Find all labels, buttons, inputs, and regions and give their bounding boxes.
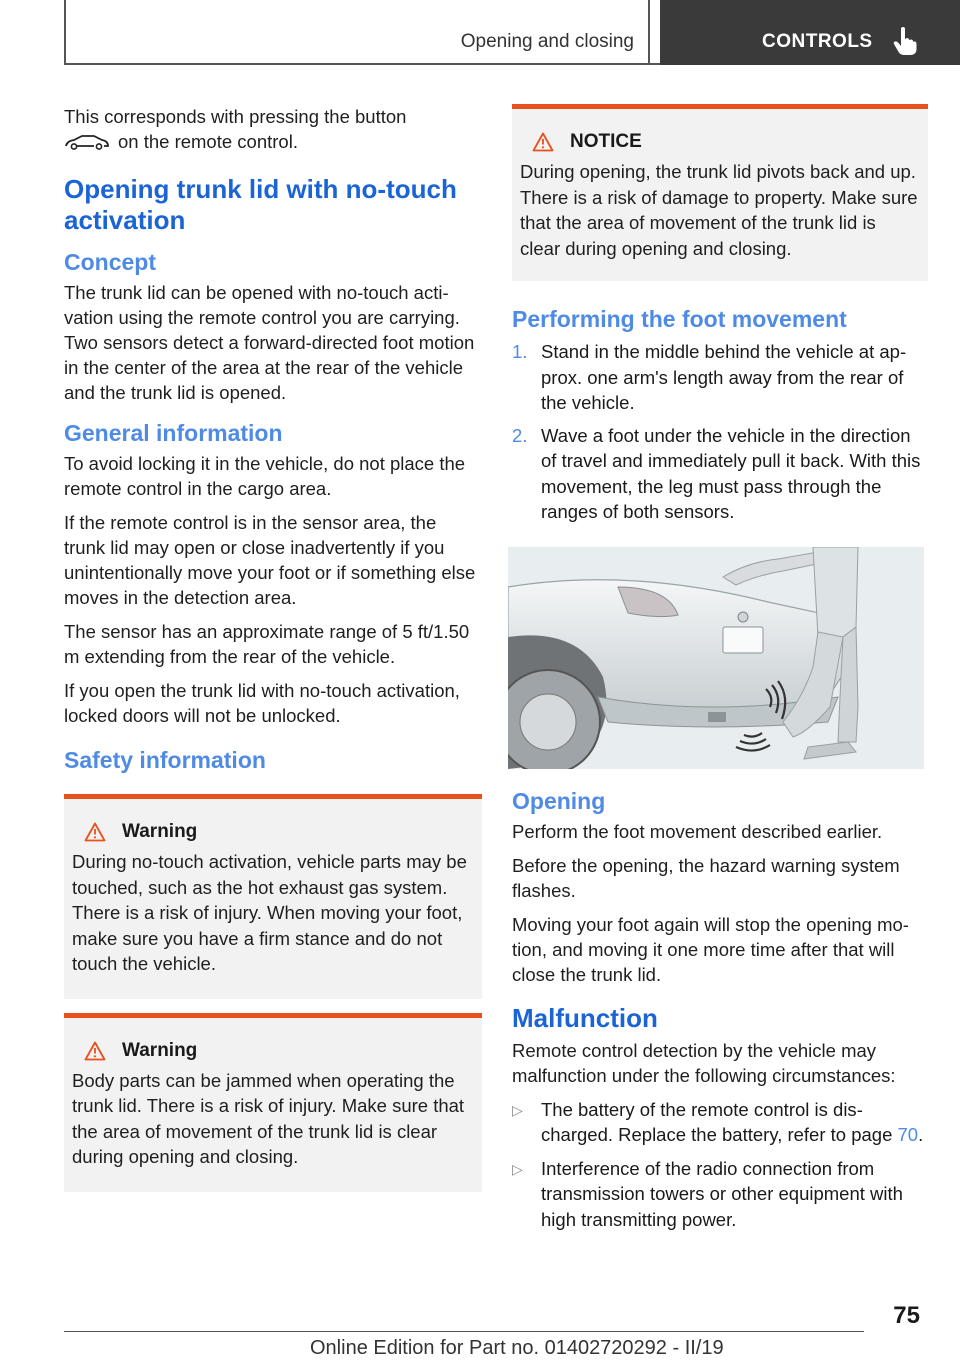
footer-edition: Online Edition for Part no. 01402720292 - II/19: [310, 1337, 724, 1359]
warning-text-1: During no-touch activation, vehicle parts may be touched, such as the hot exhaust gas system. There is a risk of injury. When moving your foot, make sure you have a firm stance and do not touch the vehicle.: [72, 851, 467, 974]
header-section-label: CONTROLS: [762, 31, 873, 52]
step-item: [512, 339, 928, 416]
warning-box-1: [64, 794, 482, 999]
main-heading: Opening trunk lid with no-touch activation: [64, 174, 457, 235]
step-number: 1.: [512, 341, 528, 362]
warning-title-2: Warning: [72, 1040, 474, 1062]
intro-text-start: This corresponds with pressing the button: [64, 106, 407, 127]
safety-info-heading: Safety information: [64, 747, 266, 773]
notice-text: During opening, the trunk lid pivots back and up. There is a risk of damage to property. Make sure that the area of movement of the trunk lid is clear during opening and closing.: [520, 161, 918, 259]
step-number: 2.: [512, 424, 528, 446]
warning-title-1: Warning: [72, 821, 474, 843]
header-chapter-tab: [64, 0, 650, 65]
opening-p1: Perform the foot movement described earlier.: [512, 820, 883, 842]
notice-title: NOTICE: [520, 131, 920, 153]
bullet-text: The battery of the remote control is discharged. Replace the battery, refer to page 70.: [541, 1098, 924, 1145]
opening-p3: Moving your foot again will stop the opening motion, and moving it one more time after that will close the trunk lid.: [512, 913, 909, 985]
list-item: [512, 1156, 928, 1233]
car-trunk-icon: [64, 134, 110, 150]
opening-p2: Before the opening, the hazard warning system flashes.: [512, 854, 900, 901]
general-info-p1: To avoid locking it in the vehicle, do not place the remote control in the cargo area.: [64, 453, 466, 499]
step-text: Wave a foot under the vehicle in the direction of travel and immediately pull it back. With this movement, the leg must pass through the ranges of both sensors.: [541, 424, 921, 522]
header-section-tab: [660, 0, 960, 65]
bullet-text: Interference of the radio connection from transmission towers or other equipment with high transmitting power.: [541, 1157, 903, 1230]
step-text: Stand in the middle behind the vehicle at approx. one arm's length away from the rear of the vehicle.: [541, 341, 907, 413]
pointing-hand-icon: [892, 26, 918, 56]
general-info-p2: If the remote control is in the sensor area, the trunk lid may open or close inadvertently if you unintentionally move your foot or if something else moves in the detection area.: [64, 512, 476, 608]
warning-box-2: [64, 1013, 482, 1192]
general-info-p3: The sensor has an approximate range of 5 ft/1.50 m extending from the rear of the vehicle.: [64, 621, 470, 667]
car-rear-foot-illustration: [508, 547, 924, 769]
concept-text: The trunk lid can be opened with no-touch activation using the remote control you are carrying. Two sensors detect a forward-directed foot motion in the center of the area at the rear of the vehicle and the trunk lid is opened.: [64, 282, 475, 403]
opening-heading: Opening: [512, 787, 606, 814]
foot-movement-heading: Performing the foot movement: [512, 306, 847, 332]
left-column: [64, 104, 482, 1206]
concept-heading: Concept: [64, 249, 156, 275]
bullet-triangle-icon: ▷: [512, 1101, 523, 1118]
general-info-p4: If you open the trunk lid with no-touch activation, locked doors will not be unlocked.: [64, 680, 460, 726]
step-item: [512, 423, 928, 525]
malfunction-text: Remote control detection by the vehicle may malfunction under the following circumstances:: [512, 1039, 896, 1086]
header-chapter-label: Opening and closing: [460, 31, 634, 52]
warning-text-2: Body parts can be jammed when operating the trunk lid. There is a risk of injury. Make sure that the area of movement of the trunk lid is clear during opening and closing.: [72, 1069, 465, 1167]
warning-triangle-icon: [84, 822, 106, 842]
bullet-triangle-icon: ▷: [512, 1160, 523, 1177]
page-number: 75: [893, 1302, 920, 1329]
intro-paragraph: [64, 104, 482, 154]
notice-box: [512, 104, 928, 281]
warning-triangle-icon: [84, 1041, 106, 1061]
foot-movement-illustration: [508, 547, 924, 769]
foot-movement-steps: [512, 339, 928, 525]
right-column: [512, 104, 928, 1240]
notice-triangle-icon: [532, 132, 554, 152]
general-info-heading: General information: [64, 420, 283, 446]
intro-text-end: on the remote control.: [118, 131, 298, 152]
list-item: [512, 1097, 928, 1148]
page-reference-link[interactable]: 70: [897, 1124, 919, 1145]
footer-rule: [64, 1331, 864, 1332]
malfunction-heading: Malfunction: [512, 1002, 658, 1033]
malfunction-list: [512, 1097, 928, 1233]
